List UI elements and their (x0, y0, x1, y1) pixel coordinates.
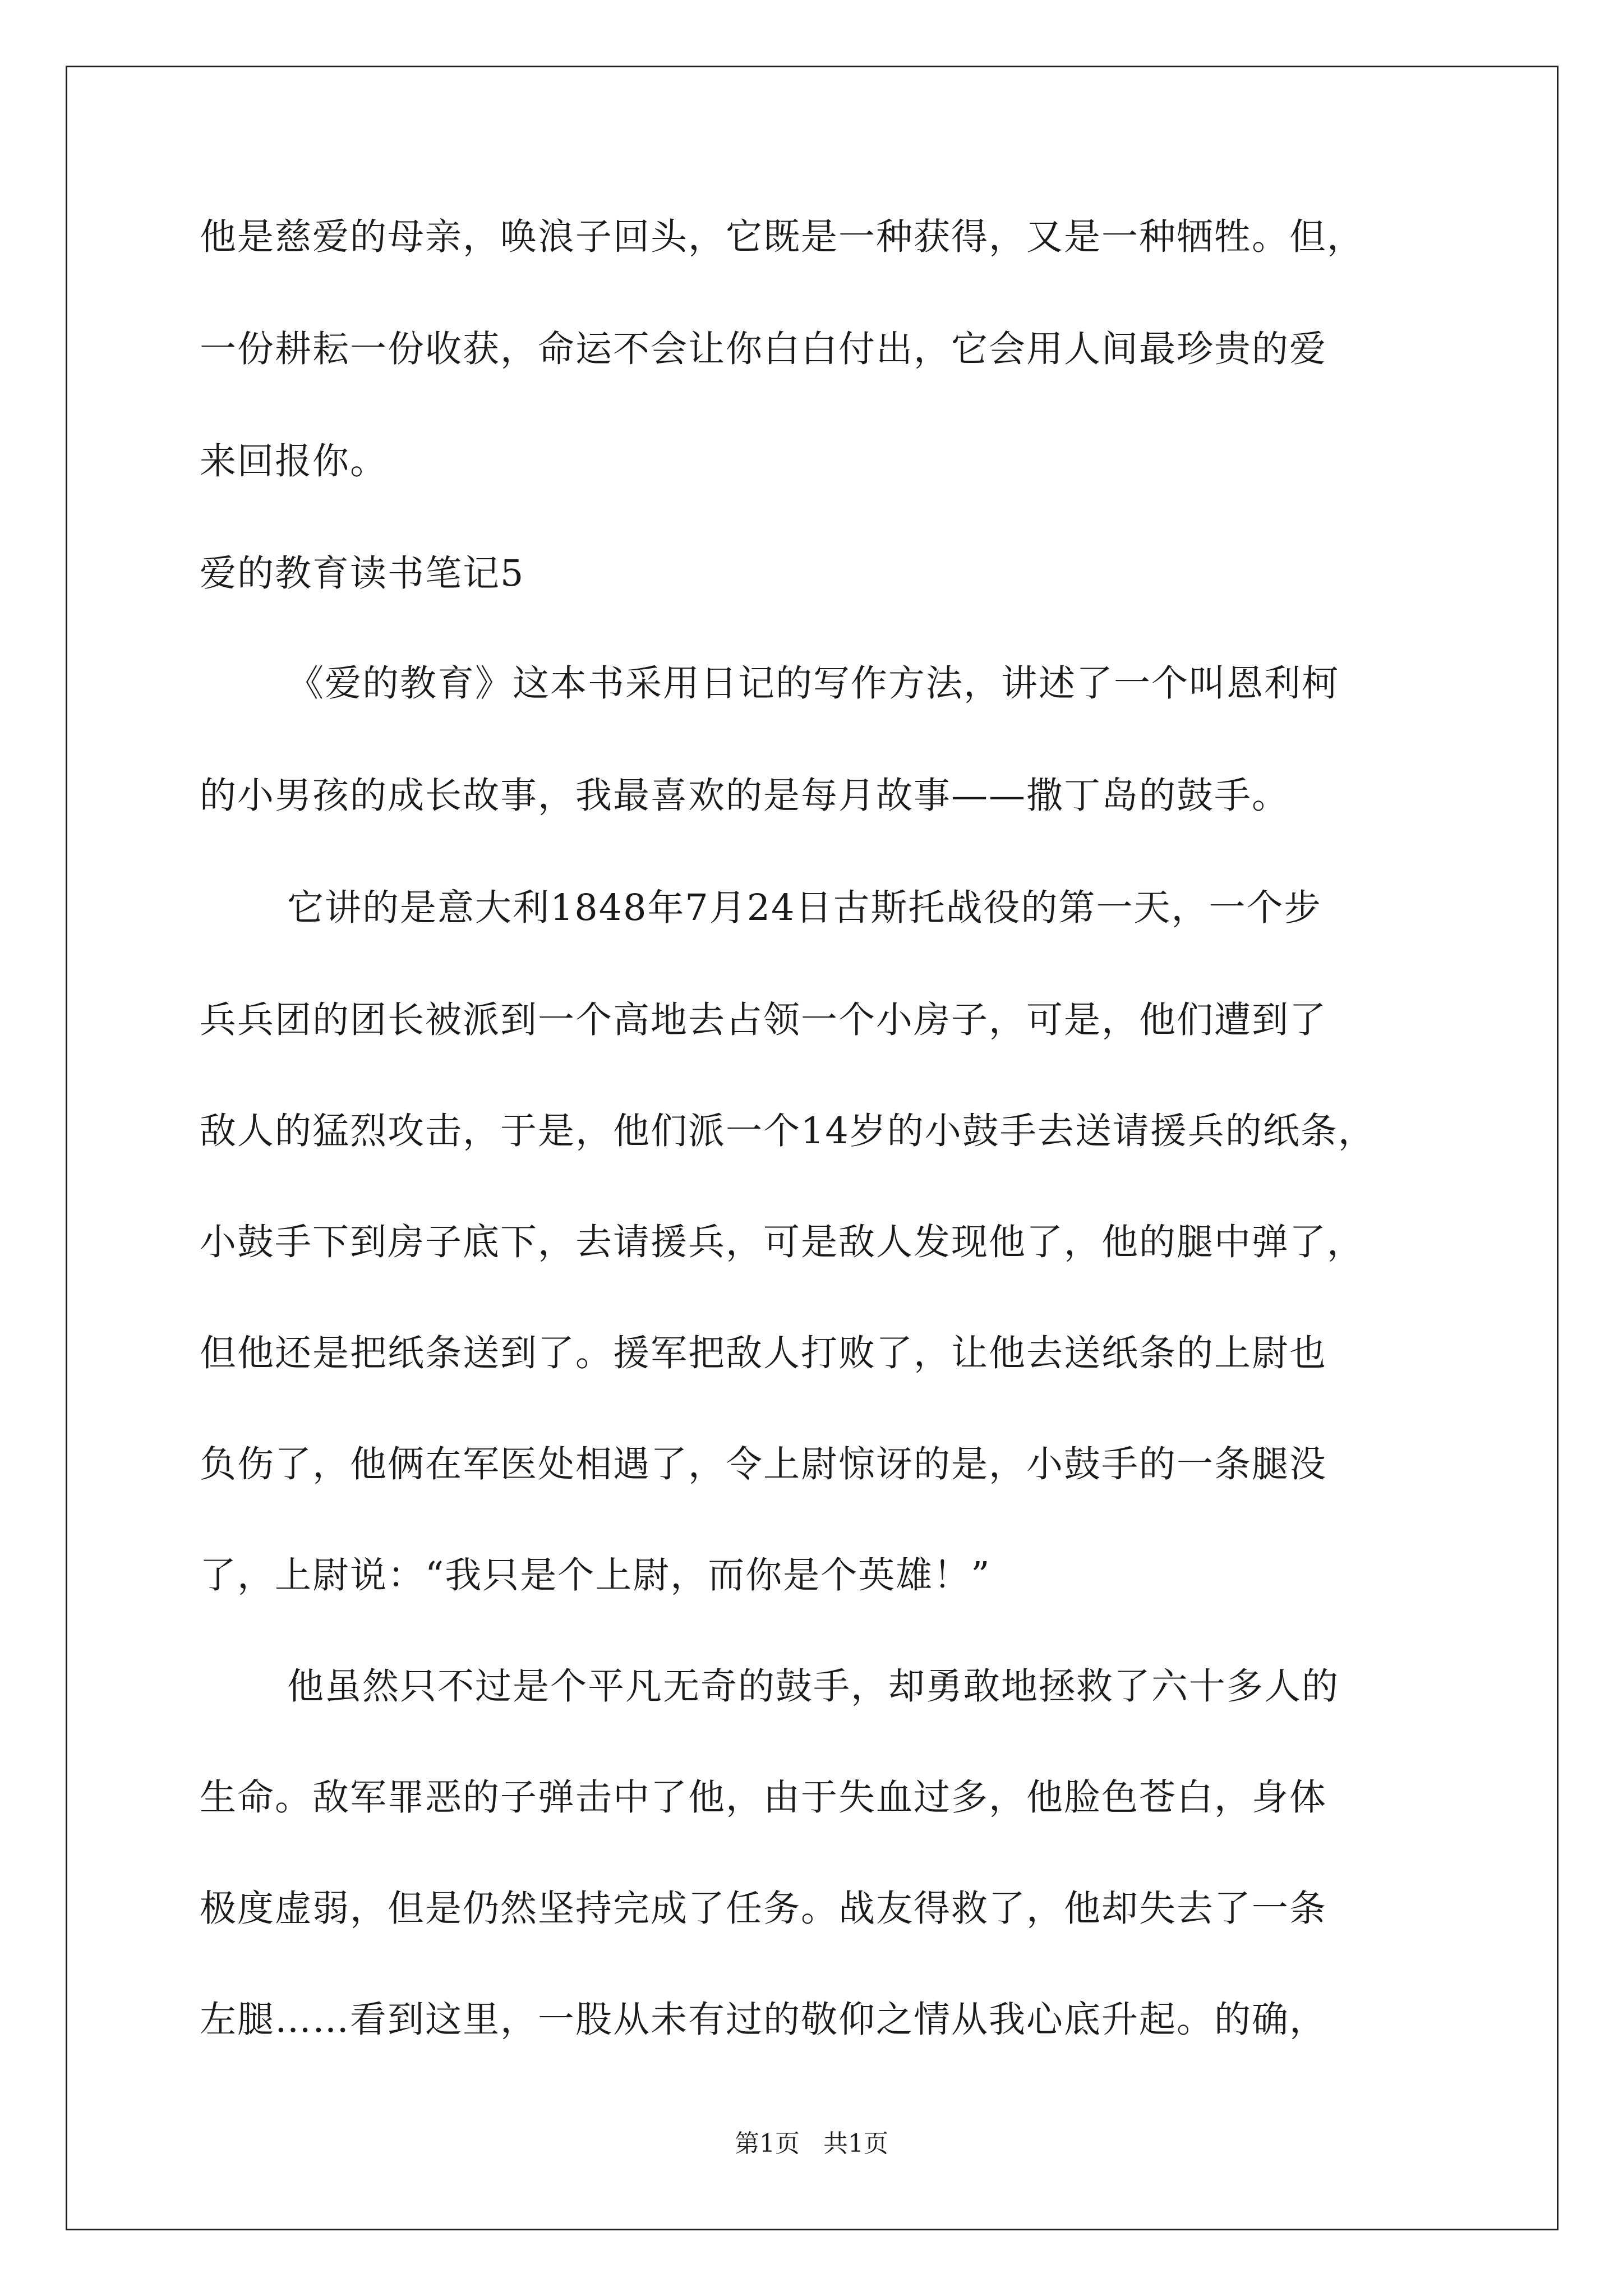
text-line: 极度虚弱，但是仍然坚持完成了任务。战友得救了，他却失去了一条 (200, 1888, 1327, 1930)
text-line: 一份耕耘一份收获，命运不会让你白白付出，它会用人间最珍贵的爱 (200, 328, 1327, 370)
text-line: 的小男孩的成长故事，我最喜欢的是每月故事——撒丁岛的鼓手。 (200, 775, 1290, 817)
text-line: 他是慈爱的母亲，唤浪子回头，它既是一种获得，又是一种牺牲。但， (200, 216, 1365, 258)
text-line: 敌人的猛烈攻击，于是，他们派一个14岁的小鼓手去送请援兵的纸条， (200, 1110, 1376, 1152)
text-line: 小鼓手下到房子底下，去请援兵，可是敌人发现他了，他的腿中弹了， (200, 1221, 1365, 1263)
section-heading: 爱的教育读书笔记5 (200, 553, 525, 595)
page-footer: 第1页 共1页 (735, 2129, 888, 2158)
text-line: 《爱的教育》这本书采用日记的写作方法，讲述了一个叫恩利柯 (287, 662, 1340, 705)
text-line: 左腿……看到这里，一股从未有过的敬仰之情从我心底升起。的确， (200, 1999, 1327, 2041)
text-line: 生命。敌军罪恶的子弹击中了他，由于失血过多，他脸色苍白，身体 (200, 1777, 1327, 1819)
text-line: 了，上尉说：“我只是个上尉，而你是个英雄！” (200, 1554, 991, 1596)
text-line: 他虽然只不过是个平凡无奇的鼓手，却勇敢地拯救了六十多人的 (287, 1665, 1340, 1708)
text-line: 它讲的是意大利1848年7月24日古斯托战役的第一天，一个步 (287, 887, 1322, 929)
text-line: 来回报你。 (200, 440, 388, 482)
text-line: 但他还是把纸条送到了。援军把敌人打败了，让他去送纸条的上尉也 (200, 1332, 1327, 1374)
text-line: 兵兵团的团长被派到一个高地去占领一个小房子，可是，他们遭到了 (200, 999, 1327, 1041)
text-line: 负伤了，他俩在军医处相遇了，令上尉惊讶的是，小鼓手的一条腿没 (200, 1443, 1327, 1485)
